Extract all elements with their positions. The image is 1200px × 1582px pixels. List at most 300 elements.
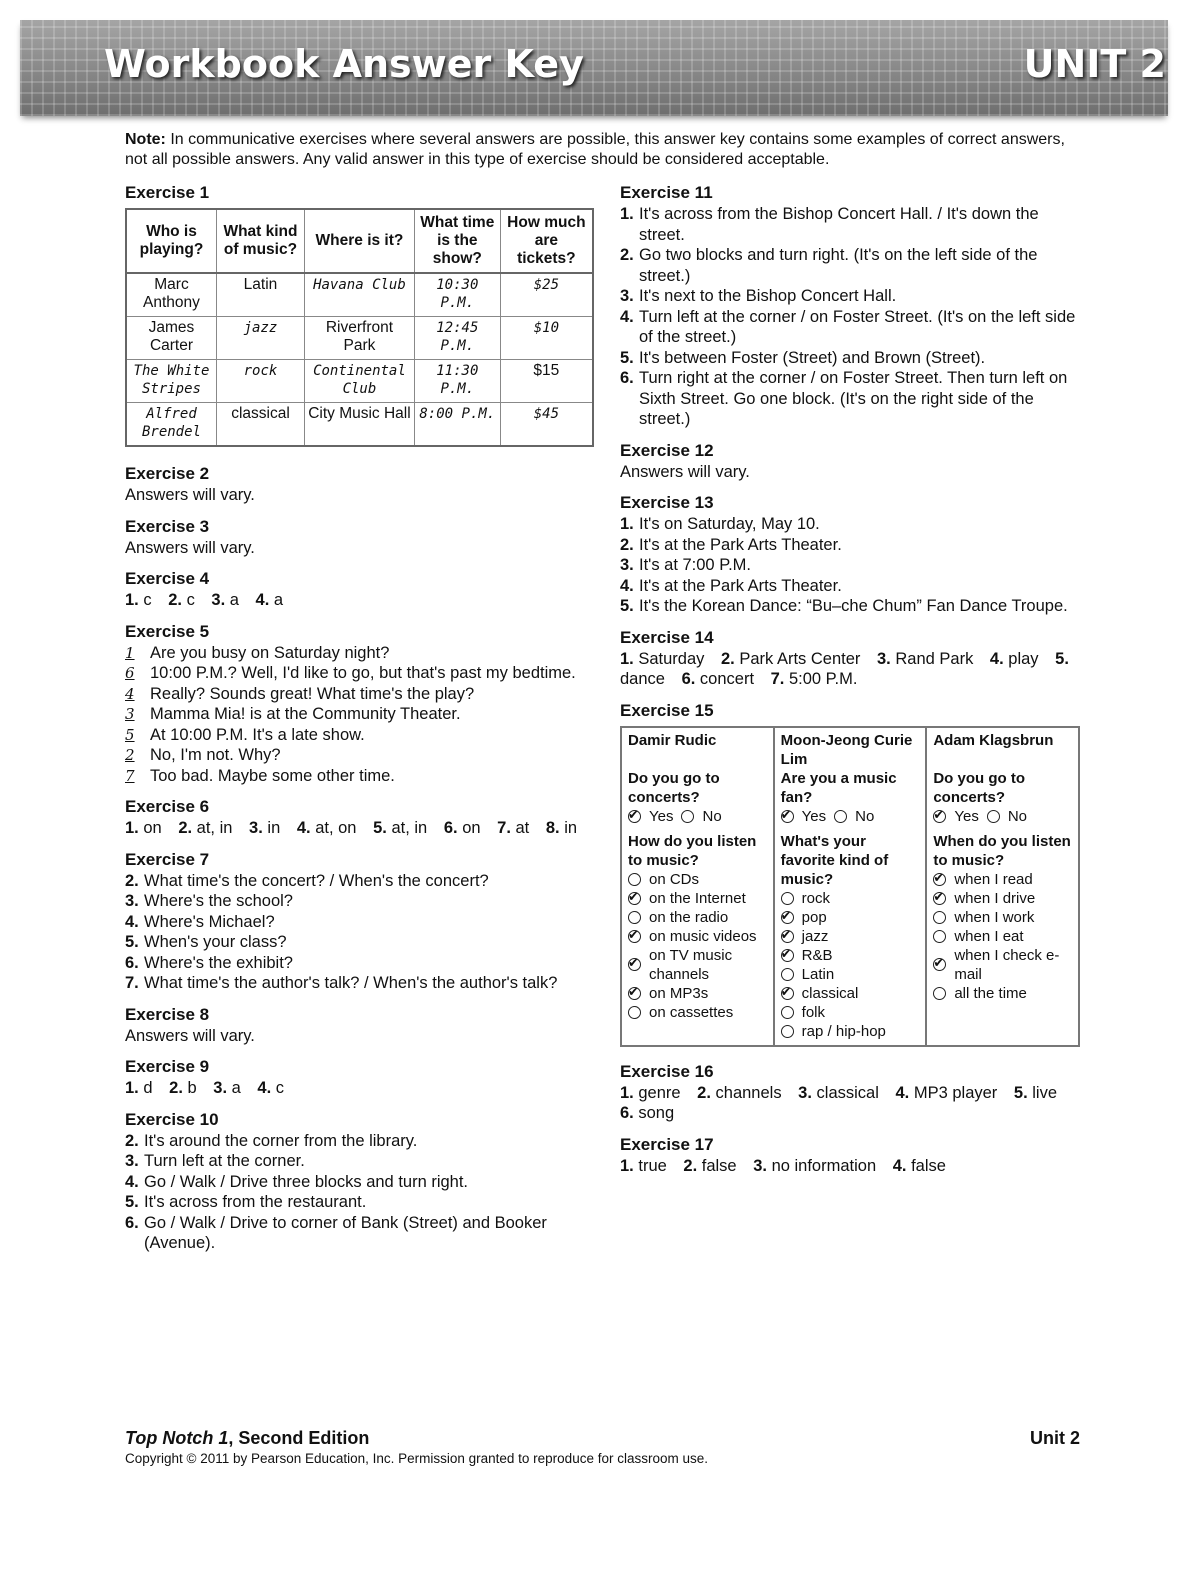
checked-circle-icon <box>781 930 794 943</box>
item-number: 6. <box>620 369 634 387</box>
item-number: 6. <box>125 1213 139 1232</box>
order-number: 3 <box>125 705 135 723</box>
table-cell: Marc Anthony <box>126 273 216 317</box>
exercise-title: Exercise 3 <box>125 516 210 536</box>
choice-option <box>987 807 1027 826</box>
exercise-8 <box>125 1004 595 1047</box>
item-answer: MP3 player <box>913 1083 998 1102</box>
table-cell: Havana Club <box>305 273 415 317</box>
table-cell: 10:30 P.M. <box>414 273 500 317</box>
item-number: 2. <box>721 649 735 668</box>
exercise-2 <box>125 463 595 506</box>
exercise-title: Exercise 17 <box>620 1134 714 1154</box>
answer-item <box>211 591 239 609</box>
choice-label: on TV music channels <box>649 946 733 983</box>
empty-circle-icon <box>628 911 641 924</box>
choice-label: when I drive <box>954 889 1036 907</box>
exercise-11 <box>620 182 1080 430</box>
item-number: 3. <box>211 591 226 609</box>
item-answer: 5:00 P.M. <box>788 670 858 688</box>
survey-column <box>773 728 926 1045</box>
item-answer: Go / Walk / Drive to corner of Bank (Street) and Booker (Avenue). <box>144 1213 547 1252</box>
item-answer: channels <box>715 1083 782 1102</box>
note <box>125 130 1065 170</box>
checked-circle-icon <box>933 958 946 971</box>
column-header: How much are tickets? <box>500 209 593 273</box>
item-number: 3. <box>798 1083 812 1102</box>
table-cell: $45 <box>500 403 593 447</box>
choice-label: on the Internet <box>649 889 746 907</box>
answer-item <box>168 591 195 609</box>
list-item <box>125 932 595 953</box>
item-answer: at, in <box>196 819 233 837</box>
item-number: 5. <box>1055 649 1069 668</box>
inline-answers <box>620 1156 1080 1177</box>
item-answer: on <box>462 819 481 837</box>
item-number: 4. <box>257 1079 272 1097</box>
item-answer: at <box>515 819 530 837</box>
column-header: What kind of music? <box>216 209 304 273</box>
empty-circle-icon <box>933 987 946 1000</box>
item-answer: What time's the concert? / When's the concert? <box>144 871 489 890</box>
choice-label: jazz <box>801 927 829 945</box>
list-item <box>620 514 1080 535</box>
choice-option <box>781 927 920 946</box>
item-number: 2. <box>697 1083 711 1102</box>
choice-label: rock <box>801 889 831 907</box>
item-answer: c <box>186 591 195 609</box>
choice-label: when I check e-mail <box>954 946 1060 983</box>
empty-circle-icon <box>781 1025 794 1038</box>
exercise-6 <box>125 796 595 839</box>
exercise-title: Exercise 14 <box>620 627 714 647</box>
order-number: 6 <box>125 664 135 682</box>
left-column <box>125 182 595 1264</box>
checked-circle-icon <box>781 987 794 1000</box>
item-number: 4. <box>125 1172 139 1191</box>
item-number: 1. <box>620 649 634 668</box>
survey-question: When do you listen to music? <box>933 832 1071 869</box>
item-answer: It's around the corner from the library. <box>144 1131 418 1150</box>
table-cell: City Music Hall <box>305 403 415 447</box>
exercise-1 <box>125 182 595 447</box>
exercise-title: Exercise 2 <box>125 464 210 483</box>
checked-circle-icon <box>781 810 794 823</box>
survey-question: How do you listen to music? <box>628 832 757 869</box>
item-number: 1. <box>620 1156 634 1175</box>
list-item <box>125 891 595 912</box>
survey-column <box>925 728 1078 1045</box>
checked-circle-icon <box>781 949 794 962</box>
answer-item <box>297 819 357 837</box>
item-number: 3. <box>877 649 891 668</box>
answer-item <box>683 1157 736 1175</box>
list-item <box>125 973 595 994</box>
choice-option <box>781 807 826 826</box>
dialogue-line: Too bad. Maybe some other time. <box>150 766 395 785</box>
table-cell: 12:45 P.M. <box>414 317 500 360</box>
person-name: Adam Klagsbrun <box>933 731 1054 749</box>
answer-item <box>990 650 1039 668</box>
answer-item <box>256 591 284 609</box>
item-number: 1. <box>620 515 634 533</box>
item-number: 1. <box>620 205 634 223</box>
choice-label: when I eat <box>954 927 1024 945</box>
item-number: 4. <box>892 1156 907 1175</box>
item-number: 6. <box>125 953 139 972</box>
exercise-10 <box>125 1109 595 1254</box>
item-answer: false <box>911 1156 946 1175</box>
exercise-title: Exercise 11 <box>620 183 713 202</box>
choice-label: pop <box>801 908 827 926</box>
answer-item <box>546 819 577 837</box>
item-answer: in <box>267 819 281 837</box>
answer-list <box>125 871 595 994</box>
inline-answers <box>125 818 595 839</box>
item-number: 3. <box>753 1156 767 1175</box>
column-header: Where is it? <box>305 209 415 273</box>
list-item <box>125 1151 595 1172</box>
item-number: 1. <box>125 1079 139 1097</box>
choice-option <box>781 1022 920 1041</box>
answer-list <box>620 204 1080 430</box>
exercise-title: Exercise 4 <box>125 569 210 588</box>
choice-option <box>781 965 920 984</box>
note-label: Note: <box>125 131 166 148</box>
checked-circle-icon <box>628 958 641 971</box>
exercise-12 <box>620 440 1080 483</box>
exercise-title: Exercise 12 <box>620 440 714 460</box>
unit-label: UNIT 2 <box>1023 42 1166 86</box>
answer-item <box>620 1104 674 1122</box>
choice-option <box>933 807 978 826</box>
choice-option <box>628 870 767 889</box>
item-number: 6. <box>620 1104 634 1122</box>
answer-item <box>798 1084 879 1102</box>
exercise-14 <box>620 627 1080 690</box>
concert-table <box>125 208 594 447</box>
item-number: 4. <box>125 912 139 931</box>
checked-circle-icon <box>933 873 946 886</box>
choice-option <box>933 946 1072 984</box>
note-text: In communicative exercises where several answers are possible, this answer key contains some examples of correct answers, not all possible answers. Any valid answer in this type of exercise should be considered acceptable. <box>125 131 1065 168</box>
choice-label: on music videos <box>649 927 757 945</box>
yes-no-row <box>933 807 1072 828</box>
item-number: 5. <box>125 933 139 951</box>
exercise-title: Exercise 9 <box>125 1057 210 1076</box>
dialogue-line: 10:00 P.M.? Well, I'd like to go, but that's past my bedtime. <box>150 664 576 682</box>
list-item <box>620 576 1080 597</box>
list-item <box>620 555 1080 576</box>
item-number: 4. <box>989 649 1004 668</box>
dialogue-line: At 10:00 P.M. It's a late show. <box>150 725 365 744</box>
choice-option <box>933 984 1072 1003</box>
item-number: 4. <box>620 307 634 326</box>
choice-option <box>681 807 721 826</box>
choice-option <box>628 908 767 927</box>
column-header: What time is the show? <box>414 209 500 273</box>
answer-item <box>721 650 860 668</box>
dialogue-order-list <box>125 643 595 787</box>
choice-option <box>933 927 1072 946</box>
page-title: Workbook Answer Key <box>104 42 584 86</box>
item-number: 6. <box>681 670 696 688</box>
order-number: 5 <box>125 725 135 744</box>
choice-label: rap / hip-hop <box>801 1022 886 1040</box>
item-number: 1. <box>620 1083 634 1102</box>
item-number: 5. <box>125 1193 139 1211</box>
person-name: Damir Rudic <box>628 731 717 749</box>
item-answer: d <box>143 1079 153 1097</box>
inline-answers <box>620 649 1080 690</box>
answer-item <box>771 670 858 688</box>
list-item <box>620 368 1080 430</box>
item-answer: at, in <box>391 819 428 837</box>
choice-option <box>628 984 767 1003</box>
item-answer: Where's the school? <box>144 892 293 910</box>
table-cell: 8:00 P.M. <box>414 403 500 447</box>
inline-answers <box>125 1078 595 1099</box>
choice-label: No <box>702 807 722 825</box>
exercise-title: Exercise 5 <box>125 621 210 641</box>
item-answer: a <box>273 591 284 609</box>
choice-label: R&B <box>801 946 833 964</box>
right-column <box>620 182 1080 1186</box>
checked-circle-icon <box>628 930 641 943</box>
list-item <box>125 912 595 933</box>
item-number: 5. <box>620 348 634 367</box>
choice-option <box>781 946 920 965</box>
item-answer: concert <box>699 670 755 688</box>
empty-circle-icon <box>933 911 946 924</box>
survey-question: Do you go to concerts? <box>628 769 720 806</box>
list-item <box>125 704 595 725</box>
item-answer: It's next to the Bishop Concert Hall. <box>639 287 897 305</box>
inline-answers <box>125 590 595 611</box>
list-item <box>125 725 595 746</box>
item-answer: live <box>1032 1083 1058 1102</box>
exercise-3 <box>125 516 595 559</box>
empty-circle-icon <box>933 930 946 943</box>
item-number: 1. <box>125 591 139 609</box>
list-item <box>125 766 595 787</box>
item-number: 3. <box>620 556 634 574</box>
choice-label: on cassettes <box>649 1003 734 1021</box>
answer-item <box>373 819 427 837</box>
exercise-title: Exercise 7 <box>125 849 210 869</box>
answer-item <box>753 1157 876 1175</box>
item-answer: a <box>231 1079 241 1097</box>
list-item <box>620 286 1080 307</box>
answer-item <box>893 1157 946 1175</box>
list-item <box>620 307 1080 348</box>
dialogue-line: Really? Sounds great! What time's the play? <box>150 684 475 703</box>
choice-label: Yes <box>649 807 674 825</box>
table-cell: James Carter <box>126 317 216 360</box>
answer-item <box>697 1084 781 1102</box>
table-cell: Alfred Brendel <box>126 403 216 447</box>
item-answer: Where's Michael? <box>144 912 275 931</box>
answer-item <box>125 819 162 837</box>
item-answer: song <box>638 1104 675 1122</box>
item-number: 7. <box>125 974 139 992</box>
list-item <box>620 204 1080 245</box>
dialogue-line: Are you busy on Saturday night? <box>150 643 390 662</box>
survey-question: What's your favorite kind of music? <box>780 832 889 888</box>
list-item <box>125 1192 595 1213</box>
checked-circle-icon <box>781 911 794 924</box>
item-answer: a <box>229 591 239 609</box>
choice-option <box>628 946 767 984</box>
item-answer: in <box>564 819 578 837</box>
choice-option <box>933 889 1072 908</box>
table-cell: Riverfront Park <box>305 317 415 360</box>
item-answer: classical <box>816 1083 879 1102</box>
item-number: 4. <box>296 819 311 837</box>
item-number: 6. <box>443 819 458 837</box>
choice-option <box>781 908 920 927</box>
answer-item <box>497 819 529 837</box>
choice-label: on CDs <box>649 870 700 888</box>
exercise-answer: Answers will vary. <box>125 1026 255 1045</box>
item-number: 7. <box>497 819 511 837</box>
survey-column <box>622 728 773 1045</box>
item-answer: When's your class? <box>144 933 287 951</box>
item-answer: dance <box>620 670 665 688</box>
table-cell: jazz <box>216 317 304 360</box>
list-item <box>620 596 1080 617</box>
answer-item <box>178 819 232 837</box>
exercise-answer: Answers will vary. <box>125 486 255 504</box>
exercise-title: Exercise 15 <box>620 700 714 720</box>
item-answer: Rand Park <box>895 649 974 668</box>
exercise-15 <box>620 700 1080 1047</box>
yes-no-row <box>628 807 767 828</box>
choice-label: when I work <box>954 908 1035 926</box>
list-item <box>125 871 595 892</box>
empty-circle-icon <box>781 892 794 905</box>
answer-list <box>125 1131 595 1254</box>
empty-circle-icon <box>987 810 1000 823</box>
list-item <box>125 643 595 664</box>
item-answer: false <box>701 1156 737 1175</box>
item-answer: c <box>275 1079 285 1097</box>
checked-circle-icon <box>628 892 641 905</box>
choice-label: classical <box>801 984 859 1002</box>
answer-list <box>620 514 1080 617</box>
item-number: 3. <box>620 287 634 305</box>
choice-label: No <box>855 807 875 825</box>
choice-label: on MP3s <box>649 984 709 1002</box>
choice-option <box>933 908 1072 927</box>
table-cell: classical <box>216 403 304 447</box>
choice-label: all the time <box>954 984 1027 1002</box>
exercise-13 <box>620 492 1080 617</box>
answer-item <box>620 1157 667 1175</box>
item-answer: Saturday <box>638 649 705 668</box>
list-item <box>125 1213 595 1254</box>
table-row <box>126 360 593 403</box>
item-number: 2. <box>620 246 634 264</box>
choice-option <box>628 1003 767 1022</box>
item-answer: It's at 7:00 P.M. <box>639 556 751 574</box>
item-answer: It's the Korean Dance: “Bu–che Chum” Fan Dance Troupe. <box>639 597 1068 615</box>
yes-no-row <box>781 807 920 828</box>
exercise-title: Exercise 6 <box>125 797 210 816</box>
empty-circle-icon <box>781 968 794 981</box>
survey-grid <box>620 726 1080 1047</box>
item-answer: Park Arts Center <box>739 649 861 668</box>
item-answer: What time's the author's talk? / When's the author's talk? <box>144 974 558 992</box>
order-number: 4 <box>125 684 135 703</box>
choice-option <box>628 807 673 826</box>
item-answer: It's at the Park Arts Theater. <box>639 535 842 554</box>
choice-option <box>628 889 767 908</box>
table-cell: $25 <box>500 273 593 317</box>
exercise-16 <box>620 1061 1080 1124</box>
table-row <box>126 317 593 360</box>
exercise-7 <box>125 849 595 994</box>
item-answer: It's on Saturday, May 10. <box>639 515 820 533</box>
item-answer: play <box>1008 649 1039 668</box>
answer-item <box>620 1084 681 1102</box>
table-cell: rock <box>216 360 304 403</box>
exercise-9 <box>125 1056 595 1099</box>
choice-label: Yes <box>954 807 979 825</box>
item-answer: b <box>187 1079 197 1097</box>
item-number: 4. <box>620 576 634 595</box>
choice-label: No <box>1007 807 1028 825</box>
person-name: Moon-Jeong Curie Lim <box>780 731 913 768</box>
choice-label: Yes <box>801 807 827 825</box>
copyright: Copyright © 2011 by Pearson Education, Inc. Permission granted to reproduce for classroom use. <box>125 1451 708 1466</box>
answer-item <box>125 591 152 609</box>
table-cell: The White Stripes <box>126 360 216 403</box>
exercise-title: Exercise 13 <box>620 493 714 512</box>
item-answer: genre <box>638 1083 681 1102</box>
choice-option <box>781 1003 920 1022</box>
answer-item <box>877 650 973 668</box>
item-answer: c <box>143 591 152 609</box>
answer-item <box>620 650 704 668</box>
list-item <box>125 745 595 766</box>
item-number: 2. <box>620 535 634 554</box>
table-row <box>126 273 593 317</box>
dialogue-line: No, I'm not. Why? <box>150 746 281 764</box>
choice-option <box>834 807 874 826</box>
item-number: 2. <box>169 1079 183 1097</box>
book-name: Top Notch 1 <box>125 1428 229 1448</box>
item-number: 3. <box>213 1079 228 1097</box>
empty-circle-icon <box>834 810 847 823</box>
choice-label: folk <box>801 1003 826 1021</box>
exercise-title: Exercise 8 <box>125 1004 210 1024</box>
list-item <box>125 953 595 974</box>
choice-option <box>781 984 920 1003</box>
survey-question: Are you a music fan? <box>780 769 897 806</box>
item-number: 8. <box>545 819 560 837</box>
item-answer: It's between Foster (Street) and Brown (Street). <box>639 348 986 367</box>
empty-circle-icon <box>628 1006 641 1019</box>
table-cell: Latin <box>216 273 304 317</box>
item-number: 2. <box>683 1156 698 1175</box>
item-number: 2. <box>125 871 139 890</box>
item-answer: on <box>143 819 162 837</box>
exercise-answer: Answers will vary. <box>620 462 750 481</box>
table-cell: Continental Club <box>305 360 415 403</box>
list-item <box>125 1131 595 1152</box>
checked-circle-icon <box>933 810 946 823</box>
